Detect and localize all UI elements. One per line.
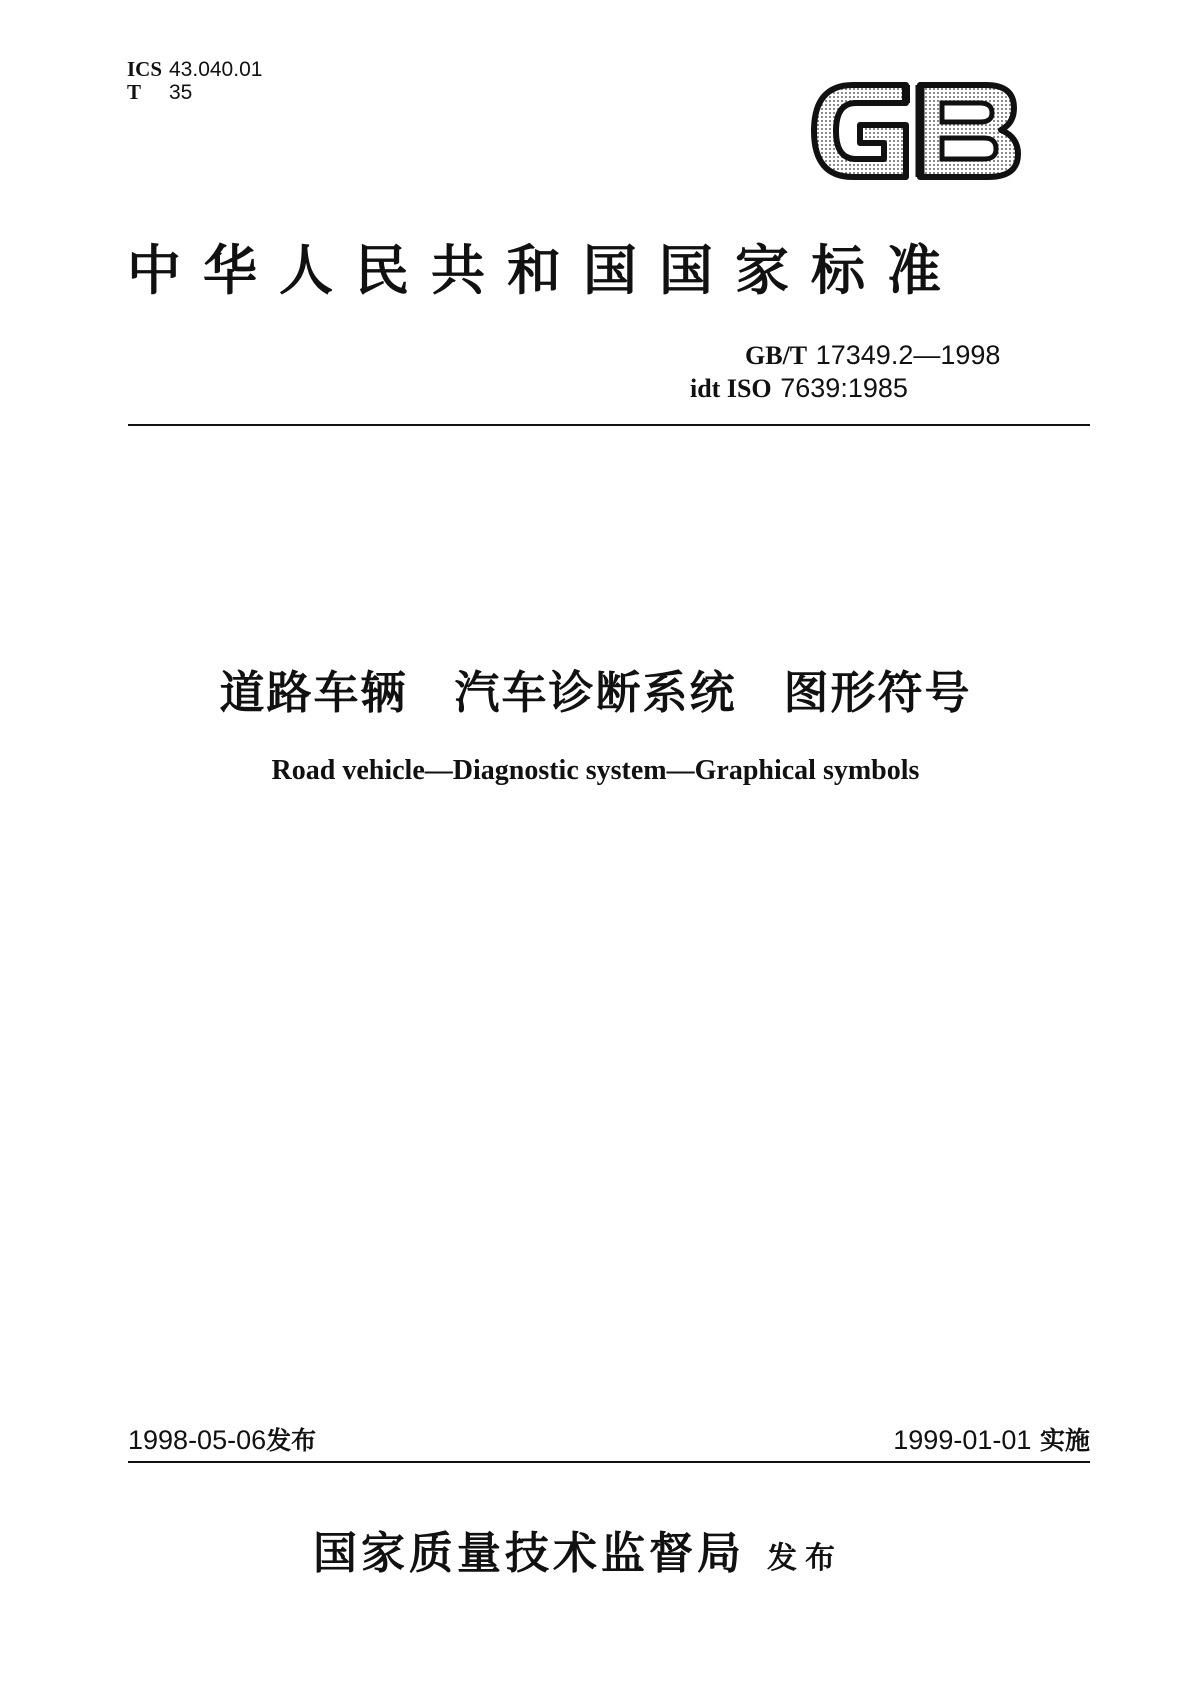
effective-date <box>893 1421 1090 1457</box>
classification-codes <box>127 58 262 104</box>
title-chinese: 道路车辆 汽车诊断系统 图形符号 <box>219 666 972 719</box>
gb-logo-g-letter <box>814 85 906 177</box>
title-english: Road vehicle—Diagnostic system—Graphical symbols <box>271 755 920 786</box>
issuing-authority <box>313 1517 843 1581</box>
equivalence-number-value: 7639:1985 <box>780 373 908 403</box>
top-divider <box>128 424 1090 426</box>
dates-row <box>128 1421 1090 1461</box>
equivalence-number <box>690 372 1000 405</box>
standard-number <box>745 339 1000 372</box>
gb-logo-b-letter <box>920 85 1018 177</box>
national-standard-heading: 中华人民共和国国家标准 <box>127 238 963 302</box>
standard-number-block <box>690 339 1001 405</box>
effective-date-value: 1999-01-01 <box>893 1425 1032 1455</box>
equivalence-prefix: idt ISO <box>690 374 772 403</box>
standard-prefix: GB/T <box>745 341 808 370</box>
standard-number-value: 17349.2—1998 <box>815 340 1001 370</box>
ccs-code <box>127 81 262 104</box>
issue-date <box>128 1421 316 1457</box>
issuer-action: 发布 <box>767 1541 843 1576</box>
issue-date-label: 发布 <box>266 1426 317 1455</box>
issue-date-value: 1998-05-06 <box>128 1425 267 1455</box>
effective-date-label: 实施 <box>1039 1426 1090 1455</box>
ics-label: ICS <box>127 57 163 81</box>
bottom-divider <box>128 1461 1090 1463</box>
ics-code <box>127 58 262 81</box>
gb-logo <box>808 75 1024 187</box>
ics-value: 43.040.01 <box>169 58 263 81</box>
ccs-value: 35 <box>169 81 193 104</box>
ccs-label: T <box>127 80 142 104</box>
issuer-organization: 国家质量技术监督局 <box>313 1528 745 1579</box>
